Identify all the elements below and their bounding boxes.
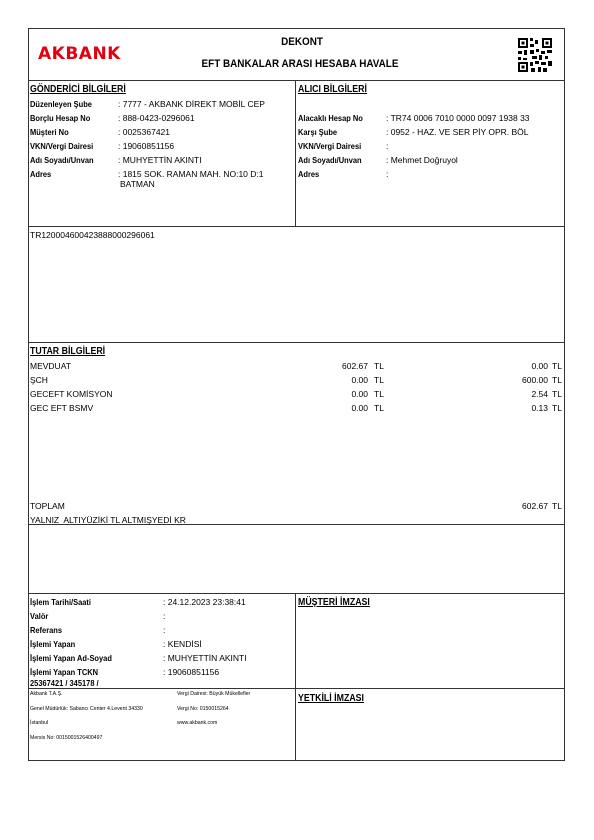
sender-address-line2: BATMAN xyxy=(120,179,155,189)
transaction-value: : 24.12.2023 23:38:41 xyxy=(163,597,246,607)
sender-label: Adres xyxy=(30,169,52,179)
amount-row-name: GECEFT KOMİSYON xyxy=(30,389,113,399)
transaction-label: Valör xyxy=(30,611,49,621)
sender-label: Borçlu Hesap No xyxy=(30,113,91,123)
transaction-label: İşlemi Yapan Ad-Soyad xyxy=(30,653,112,663)
sender-label: VKN/Vergi Dairesi xyxy=(30,141,94,151)
receiver-value: : 0952 - HAZ. VE SER PİY OPR. BÖL xyxy=(386,127,529,137)
receiver-label: Alacaklı Hesap No xyxy=(298,113,363,123)
amount-row-value: 0.00 xyxy=(531,361,548,371)
transaction-label: Referans xyxy=(30,625,63,635)
amount-row-name: MEVDUAT xyxy=(30,361,71,371)
amount-row-currency: TL xyxy=(552,403,562,413)
footer-divider xyxy=(28,688,565,689)
total-in-words: YALNIZ ALTIYÜZİKİ TL ALTMIŞYEDİ KR xyxy=(30,515,186,525)
footer-city: İstanbul xyxy=(30,720,49,726)
amount-row-currency: TL xyxy=(552,389,562,399)
amount-row-name: GEC EFT BSMV xyxy=(30,403,94,413)
amount-row-currency: TL xyxy=(374,403,384,413)
receiver-heading: ALICI BİLGİLERİ xyxy=(298,84,367,95)
amount-row-value: 0.13 xyxy=(531,403,548,413)
transaction-label: İşlemi Yapan TCKN xyxy=(30,667,99,677)
total-value: 602.67 xyxy=(522,501,548,511)
amount-row-value: 0.00 xyxy=(351,403,368,413)
footer-website: www.akbank.com xyxy=(177,720,218,726)
sender-value: : 7777 - AKBANK DİREKT MOBİL CEP xyxy=(118,99,265,109)
footer-tax-office: Vergi Dairesi: Büyük Mükellefler xyxy=(177,691,251,697)
transaction-label: İşlemi Yapan xyxy=(30,639,76,649)
qr-code-icon xyxy=(518,38,552,72)
amount-row-currency: TL xyxy=(374,389,384,399)
sender-value: : 888-0423-0296061 xyxy=(118,113,195,123)
footer-tax-number: Vergi No: 0150015264 xyxy=(177,706,229,712)
receiver-value: : TR74 0006 7010 0000 0097 1938 33 xyxy=(386,113,530,123)
document-title: DEKONT xyxy=(281,36,323,48)
receiver-value: : xyxy=(386,169,389,179)
transaction-value: : 19060851156 xyxy=(163,667,220,677)
amount-row-currency: TL xyxy=(374,375,384,385)
authorized-signature-heading: YETKİLİ İMZASI xyxy=(298,693,364,704)
total-currency: TL xyxy=(552,501,562,511)
amount-row-currency: TL xyxy=(552,361,562,371)
sender-label: Müşteri No xyxy=(30,127,69,137)
amount-row-currency: TL xyxy=(552,375,562,385)
party-divider xyxy=(295,80,296,226)
receiver-label: Karşı Şube xyxy=(298,127,338,137)
signature-divider xyxy=(295,593,296,761)
transaction-value: : KENDİSİ xyxy=(163,639,202,649)
footer-address: Genel Müdürlük: Sabancı Center 4.Levent 34330 xyxy=(30,706,143,712)
sender-label: Adı Soyadı/Unvan xyxy=(30,155,94,165)
sender-heading: GÖNDERİCİ BİLGİLERİ xyxy=(30,84,126,95)
amount-row-value: 0.00 xyxy=(351,375,368,385)
akbank-logo: AKBANK xyxy=(38,44,121,64)
amount-row-value: 602.67 xyxy=(342,361,368,371)
document-subtitle: EFT BANKALAR ARASI HESABA HAVALE xyxy=(201,58,399,70)
receiver-value: : xyxy=(386,141,389,151)
total-label: TOPLAM xyxy=(30,501,65,511)
sender-value: : 19060851156 xyxy=(118,141,175,151)
receiver-label: Adı Soyadı/Unvan xyxy=(298,155,362,165)
amount-row-value: 0.00 xyxy=(351,389,368,399)
footer-company: Akbank T.A.Ş. xyxy=(30,691,63,697)
transaction-value: : MUHYETTİN AKINTI xyxy=(163,653,247,663)
header-divider xyxy=(28,80,565,81)
receiver-value: : Mehmet Doğruyol xyxy=(386,155,458,165)
customer-signature-heading: MÜŞTERİ İMZASI xyxy=(298,597,370,608)
transaction-code: 25367421 / 345178 / xyxy=(30,678,99,688)
transaction-top-divider xyxy=(28,593,565,594)
sender-value: : 1815 SOK. RAMAN MAH. NO:10 D:1 xyxy=(118,169,264,179)
amount-row-name: ŞCH xyxy=(30,375,48,385)
footer-mersis: Mersis No: 0015001526400497 xyxy=(30,735,103,741)
description-iban: TR120004600423888000296061 xyxy=(30,230,155,240)
receiver-label: VKN/Vergi Dairesi xyxy=(298,141,362,151)
amount-row-currency: TL xyxy=(374,361,384,371)
amount-row-value: 2.54 xyxy=(531,389,548,399)
description-bottom-divider xyxy=(28,342,565,343)
amount-row-value: 600.00 xyxy=(522,375,548,385)
sender-label: Düzenleyen Şube xyxy=(30,99,92,109)
party-bottom-divider xyxy=(28,226,565,227)
sender-value: : MUHYETTİN AKINTI xyxy=(118,155,202,165)
amounts-heading: TUTAR BİLGİLERİ xyxy=(30,346,106,357)
transaction-value: : xyxy=(163,611,166,621)
sender-value: : 0025367421 xyxy=(118,127,170,137)
transaction-value: : xyxy=(163,625,166,635)
receiver-label: Adres xyxy=(298,169,320,179)
transaction-label: İşlem Tarihi/Saati xyxy=(30,597,91,607)
